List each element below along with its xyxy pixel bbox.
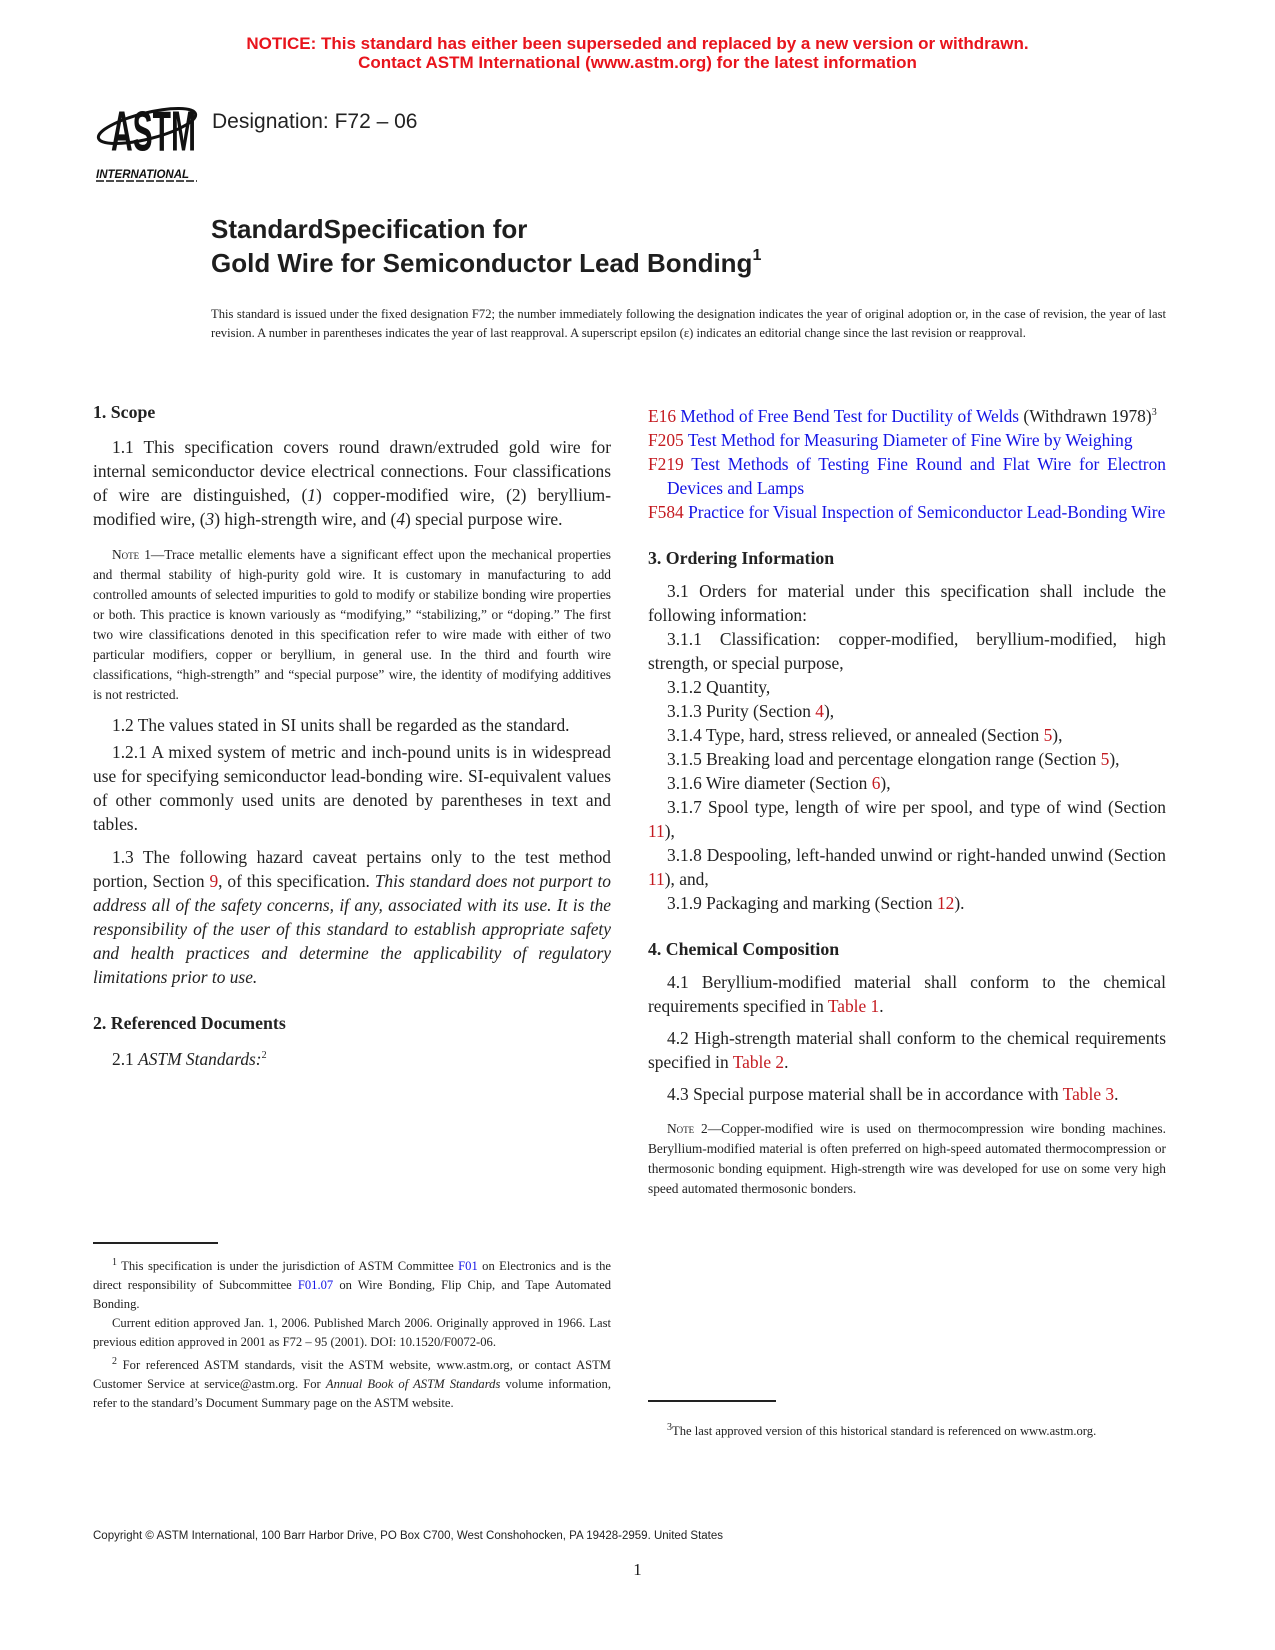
page-title [211, 212, 761, 280]
referenced-standards-list [648, 401, 1166, 524]
item-3-1-1: 3.1.1 Classification: copper-modified, beryllium-modified, high strength, or special purpose, [648, 628, 1166, 673]
para-1-2: 1.2 The values stated in SI units shall be regarded as the standard. [112, 715, 570, 735]
svg-text:ASTM: ASTM [111, 99, 196, 164]
section-4-heading: 4. Chemical Composition [648, 938, 840, 959]
ref-item-f219[interactable]: F219 Test Methods of Testing Fine Round and Flat Wire for Electron Devices and Lamps [648, 453, 1166, 498]
item-3-1-2: 3.1.2 Quantity, [667, 676, 771, 697]
para-1-2-1: 1.2.1 A mixed system of metric and inch-pound units is in widespread use for specifying semiconductor lead-bonding wire. SI-equivalent values of other commonly used units are denoted by parentheses in text and tables. [93, 742, 611, 834]
footnote-2: $^2$ For referenced ASTM standards, visit the ASTM website, www.astm.org, or contact ASTM Customer Service at service@astm.org. For Annual Book of ASTM Standards volume information, refer to the standard’s Document Summary page on the ASTM website. [93, 1356, 611, 1411]
footnote-rule [93, 1242, 218, 1244]
para-4-2: 4.2 High-strength material shall conform to the chemical requirements specified in Table 2. [648, 1027, 1166, 1072]
table-1-link[interactable]: Table 1 [827, 995, 880, 1016]
footnote-2-mark[interactable]: 2 [261, 1050, 267, 1061]
section-9-link[interactable]: 9 [209, 871, 219, 891]
left-footnotes [93, 1242, 611, 1413]
ref-item-f205[interactable]: F205 Test Method for Measuring Diameter of Fine Wire by Weighing [648, 429, 1133, 450]
section-link[interactable]: 11 [648, 820, 665, 841]
left-column [93, 400, 611, 1071]
designation: Designation: F72 – 06 [212, 110, 418, 133]
supersession-notice [0, 34, 1275, 72]
para-1-3: 1.3 The following hazard caveat pertains only to the test method portion, Section 9, of this specification. This standard does not purport to address all of the safety concerns, if any, associated with its use. It is the responsibility of the user of this standard to establish appropriate safety and health practices and determine the applicability of regulatory limitations prior to use. [93, 847, 611, 987]
section-link[interactable]: 12 [936, 892, 955, 913]
footnote-3: $^3$The last approved version of this historical standard is referenced on www.astm.org. [667, 1422, 1097, 1439]
ref-item-f584[interactable]: F584 Practice for Visual Inspection of Semiconductor Lead-Bonding Wire [648, 501, 1166, 522]
notice-line-1: NOTICE: This standard has either been superseded and replaced by a new version or withdrawn. [246, 34, 1029, 53]
para-2-1: 2.1 ASTM Standards:$^2$ [112, 1048, 267, 1069]
copyright-notice: Copyright © ASTM International, 100 Barr Harbor Drive, PO Box C700, West Conshohocken, PA 19428-2959. United States [93, 1530, 724, 1542]
right-column [648, 401, 1166, 1199]
section-1-heading: 1. Scope [93, 402, 156, 422]
para-4-1: 4.1 Beryllium-modified material shall conform to the chemical requirements specified in Table 1. [648, 971, 1166, 1016]
item-3-1-4: 3.1.4 Type, hard, stress relieved, or annealed (Section 5), [667, 724, 1063, 745]
item-3-1-3: 3.1.3 Purity (Section 4), [667, 700, 835, 721]
para-3-1: 3.1 Orders for material under this specification shall include the following information: [648, 580, 1166, 625]
page-number: 1 [633, 1560, 642, 1579]
astm-logo-icon [93, 86, 201, 182]
section-2-heading: 2. Referenced Documents [93, 1013, 286, 1033]
section-link[interactable]: 6 [871, 772, 881, 793]
item-3-1-9: 3.1.9 Packaging and marking (Section 12). [667, 892, 965, 913]
item-3-1-8: 3.1.8 Despooling, left-handed unwind or right-handed unwind (Section 11), and, [648, 844, 1166, 889]
item-3-1-5: 3.1.5 Breaking load and percentage elongation range (Section 5), [667, 748, 1120, 769]
item-3-1-6: 3.1.6 Wire diameter (Section 6), [667, 772, 891, 793]
section-link[interactable]: 5 [1043, 724, 1053, 745]
section-link[interactable]: 5 [1100, 748, 1110, 769]
committee-f01-link[interactable]: F01 [458, 1259, 478, 1274]
para-1-1: 1.1 This specification covers round drawn/extruded gold wire for internal semiconductor device electrical connections. Four classifications of wire are distinguished, (1) copper-modified wire, (2) beryllium-modified wire, (3) high-strength wire, and (4) special purpose wire. [93, 437, 611, 529]
notice-line-2: Contact ASTM International (www.astm.org) for the latest information [358, 53, 917, 72]
section-3-heading: 3. Ordering Information [648, 547, 835, 568]
footnote-1-edition: Current edition approved Jan. 1, 2006. Published March 2006. Originally approved in 1966. Last previous edition approved in 2001 as F72 – 95 (2001). DOI: 10.1520/F0072-06. [93, 1316, 611, 1350]
subcommittee-f01-07-link[interactable]: F01.07 [297, 1278, 334, 1293]
note-1: Note 1—Trace metallic elements have a significant effect upon the mechanical properties and thermal stability of high-purity gold wire. It is customary in manufacturing to add controlled amounts of selected impurities to gold to modify or stabilize bonding wire properties or both. This practice is known variously as “modifying,” “stabilizing,” or “doping.” The first two wire classifications denoted in this specification refer to wire made with either of two particular modifiers, copper or beryllium, in general use. In the third and fourth wire classifications, “high-strength” and “special purpose” wire, the identity of modifying additives is not restricted. [93, 547, 611, 702]
issued-note: This standard is issued under the fixed designation F72; the number immediately following the designation indicates the year of original adoption or, in the case of revision, the year of last revision. A number in parentheses indicates the year of last reapproval. A superscript epsilon (ε) indicates an editorial change since the last revision or reapproval. [211, 307, 1166, 340]
item-3-1-7: 3.1.7 Spool type, length of wire per spool, and type of wind (Section 11), [648, 796, 1166, 841]
title-line-2: Gold Wire for Semiconductor Lead Bonding$^1$ [211, 247, 762, 278]
title-footnote-mark[interactable]: 1 [752, 247, 762, 264]
footnote-1: $^1$ This specification is under the jurisdiction of ASTM Committee F01 on Electronics and is the direct responsibility of Subcommittee F01.07 on Wire Bonding, Flip Chip, and Tape Automated Bonding. [93, 1257, 612, 1312]
footnote-rule [648, 1400, 776, 1402]
title-line-1: StandardSpecification for [211, 214, 528, 244]
section-link[interactable]: 4 [815, 700, 824, 721]
svg-text:INTERNATIONAL: INTERNATIONAL [96, 169, 190, 181]
right-footnotes [648, 1400, 1166, 1441]
section-link[interactable]: 11 [648, 868, 665, 889]
table-2-link[interactable]: Table 2 [732, 1051, 785, 1072]
para-4-3: 4.3 Special purpose material shall be in accordance with Table 3. [667, 1083, 1119, 1104]
table-3-link[interactable]: Table 3 [1062, 1083, 1115, 1104]
ref-item-e16[interactable]: E16 Method of Free Bend Test for Ductility of Welds (Withdrawn 1978)$^3$ [648, 405, 1157, 426]
note-2: Note 2—Copper-modified wire is used on thermocompression wire bonding machines. Beryllium-modified material is often preferred on high-speed automated thermocompression or thermosonic bonding equipment. High-strength wire was developed for use on some very high speed automated thermosonic bonders. [648, 1120, 1166, 1196]
